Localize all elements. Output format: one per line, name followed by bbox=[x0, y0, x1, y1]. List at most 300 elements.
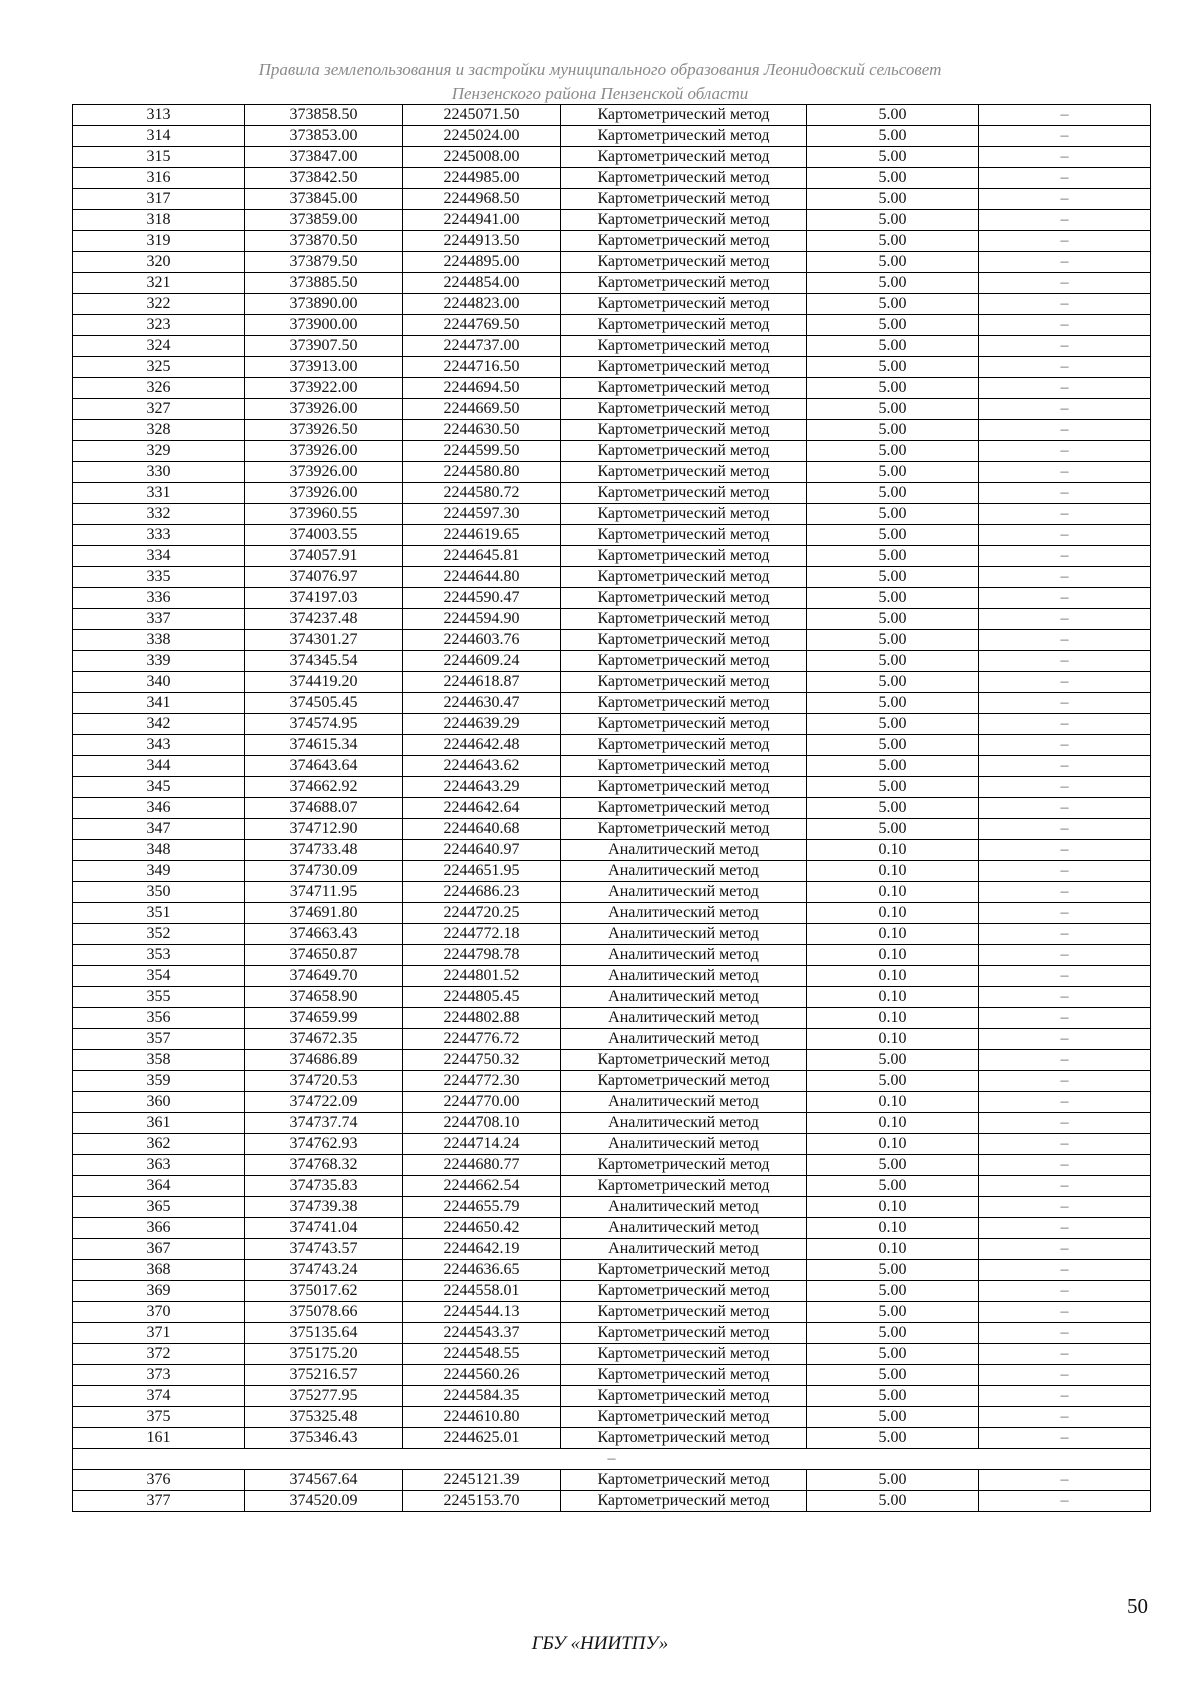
accuracy-cell: 5.00 bbox=[807, 819, 979, 840]
note-cell: – bbox=[979, 504, 1151, 525]
x-coordinate-cell: 374737.74 bbox=[245, 1113, 403, 1134]
note-cell: – bbox=[979, 714, 1151, 735]
table-row bbox=[73, 1029, 1151, 1050]
method-cell: Картометрический метод bbox=[561, 693, 807, 714]
x-coordinate-cell: 374520.09 bbox=[245, 1491, 403, 1512]
note-cell: – bbox=[979, 630, 1151, 651]
y-coordinate-cell: 2244610.80 bbox=[403, 1407, 561, 1428]
y-coordinate-cell: 2244548.55 bbox=[403, 1344, 561, 1365]
point-number-cell: 318 bbox=[73, 210, 245, 231]
table-row bbox=[73, 273, 1151, 294]
table-row bbox=[73, 1407, 1151, 1428]
y-coordinate-cell: 2245153.70 bbox=[403, 1491, 561, 1512]
point-number-cell: 353 bbox=[73, 945, 245, 966]
table-row bbox=[73, 777, 1151, 798]
y-coordinate-cell: 2244580.80 bbox=[403, 462, 561, 483]
accuracy-cell: 5.00 bbox=[807, 546, 979, 567]
note-cell: – bbox=[979, 294, 1151, 315]
table-row bbox=[73, 798, 1151, 819]
x-coordinate-cell: 374672.35 bbox=[245, 1029, 403, 1050]
method-cell: Картометрический метод bbox=[561, 1428, 807, 1449]
y-coordinate-cell: 2244680.77 bbox=[403, 1155, 561, 1176]
table-row bbox=[73, 1491, 1151, 1512]
table-row bbox=[73, 903, 1151, 924]
note-cell: – bbox=[979, 735, 1151, 756]
table-row bbox=[73, 231, 1151, 252]
note-cell: – bbox=[979, 189, 1151, 210]
point-number-cell: 341 bbox=[73, 693, 245, 714]
note-cell: – bbox=[979, 693, 1151, 714]
y-coordinate-cell: 2244769.50 bbox=[403, 315, 561, 336]
point-number-cell: 324 bbox=[73, 336, 245, 357]
method-cell: Картометрический метод bbox=[561, 483, 807, 504]
x-coordinate-cell: 375135.64 bbox=[245, 1323, 403, 1344]
table-row bbox=[73, 714, 1151, 735]
y-coordinate-cell: 2244642.19 bbox=[403, 1239, 561, 1260]
method-cell: Картометрический метод bbox=[561, 378, 807, 399]
method-cell: Картометрический метод bbox=[561, 168, 807, 189]
y-coordinate-cell: 2244686.23 bbox=[403, 882, 561, 903]
table-row bbox=[73, 252, 1151, 273]
method-cell: Картометрический метод bbox=[561, 105, 807, 126]
page-number: 50 bbox=[1127, 1594, 1148, 1618]
table-row bbox=[73, 924, 1151, 945]
point-number-cell: 367 bbox=[73, 1239, 245, 1260]
accuracy-cell: 5.00 bbox=[807, 231, 979, 252]
note-cell: – bbox=[979, 273, 1151, 294]
note-cell: – bbox=[979, 420, 1151, 441]
accuracy-cell: 5.00 bbox=[807, 441, 979, 462]
y-coordinate-cell: 2244590.47 bbox=[403, 588, 561, 609]
accuracy-cell: 5.00 bbox=[807, 294, 979, 315]
point-number-cell: 317 bbox=[73, 189, 245, 210]
method-cell: Аналитический метод bbox=[561, 924, 807, 945]
method-cell: Картометрический метод bbox=[561, 1176, 807, 1197]
note-cell: – bbox=[979, 1470, 1151, 1491]
x-coordinate-cell: 374741.04 bbox=[245, 1218, 403, 1239]
y-coordinate-cell: 2244770.00 bbox=[403, 1092, 561, 1113]
point-number-cell: 334 bbox=[73, 546, 245, 567]
table-row bbox=[73, 399, 1151, 420]
y-coordinate-cell: 2244720.25 bbox=[403, 903, 561, 924]
point-number-cell: 372 bbox=[73, 1344, 245, 1365]
note-cell: – bbox=[979, 882, 1151, 903]
x-coordinate-cell: 374650.87 bbox=[245, 945, 403, 966]
note-cell: – bbox=[979, 399, 1151, 420]
method-cell: Картометрический метод bbox=[561, 1281, 807, 1302]
method-cell: Картометрический метод bbox=[561, 357, 807, 378]
method-cell: Аналитический метод bbox=[561, 1092, 807, 1113]
x-coordinate-cell: 373845.00 bbox=[245, 189, 403, 210]
point-number-cell: 319 bbox=[73, 231, 245, 252]
note-cell: – bbox=[979, 1197, 1151, 1218]
method-cell: Картометрический метод bbox=[561, 399, 807, 420]
table-row bbox=[73, 336, 1151, 357]
y-coordinate-cell: 2244985.00 bbox=[403, 168, 561, 189]
note-cell: – bbox=[979, 315, 1151, 336]
table-row bbox=[73, 1323, 1151, 1344]
table-row bbox=[73, 1260, 1151, 1281]
accuracy-cell: 5.00 bbox=[807, 1302, 979, 1323]
separator-cell: – bbox=[73, 1449, 1151, 1470]
note-cell: – bbox=[979, 441, 1151, 462]
note-cell: – bbox=[979, 1281, 1151, 1302]
x-coordinate-cell: 373847.00 bbox=[245, 147, 403, 168]
note-cell: – bbox=[979, 756, 1151, 777]
point-number-cell: 316 bbox=[73, 168, 245, 189]
point-number-cell: 313 bbox=[73, 105, 245, 126]
x-coordinate-cell: 373859.00 bbox=[245, 210, 403, 231]
point-number-cell: 370 bbox=[73, 1302, 245, 1323]
page-footer: ГБУ «НИИТПУ» bbox=[531, 1633, 669, 1654]
table-row bbox=[73, 1344, 1151, 1365]
point-number-cell: 347 bbox=[73, 819, 245, 840]
accuracy-cell: 5.00 bbox=[807, 315, 979, 336]
point-number-cell: 374 bbox=[73, 1386, 245, 1407]
x-coordinate-cell: 374076.97 bbox=[245, 567, 403, 588]
y-coordinate-cell: 2244618.87 bbox=[403, 672, 561, 693]
point-number-cell: 339 bbox=[73, 651, 245, 672]
accuracy-cell: 5.00 bbox=[807, 252, 979, 273]
note-cell: – bbox=[979, 840, 1151, 861]
accuracy-cell: 0.10 bbox=[807, 945, 979, 966]
accuracy-cell: 5.00 bbox=[807, 1155, 979, 1176]
method-cell: Картометрический метод bbox=[561, 567, 807, 588]
running-header-line-2: Пензенского района Пензенской области bbox=[451, 84, 749, 103]
y-coordinate-cell: 2244644.80 bbox=[403, 567, 561, 588]
accuracy-cell: 5.00 bbox=[807, 588, 979, 609]
y-coordinate-cell: 2244662.54 bbox=[403, 1176, 561, 1197]
table-row bbox=[73, 105, 1151, 126]
note-cell: – bbox=[979, 609, 1151, 630]
method-cell: Аналитический метод bbox=[561, 840, 807, 861]
y-coordinate-cell: 2244737.00 bbox=[403, 336, 561, 357]
y-coordinate-cell: 2244560.26 bbox=[403, 1365, 561, 1386]
point-number-cell: 366 bbox=[73, 1218, 245, 1239]
method-cell: Картометрический метод bbox=[561, 1344, 807, 1365]
y-coordinate-cell: 2245121.39 bbox=[403, 1470, 561, 1491]
accuracy-cell: 0.10 bbox=[807, 924, 979, 945]
accuracy-cell: 5.00 bbox=[807, 1491, 979, 1512]
x-coordinate-cell: 375277.95 bbox=[245, 1386, 403, 1407]
x-coordinate-cell: 373890.00 bbox=[245, 294, 403, 315]
method-cell: Картометрический метод bbox=[561, 588, 807, 609]
note-cell: – bbox=[979, 1176, 1151, 1197]
accuracy-cell: 5.00 bbox=[807, 189, 979, 210]
accuracy-cell: 5.00 bbox=[807, 357, 979, 378]
accuracy-cell: 0.10 bbox=[807, 903, 979, 924]
point-number-cell: 314 bbox=[73, 126, 245, 147]
method-cell: Картометрический метод bbox=[561, 777, 807, 798]
method-cell: Аналитический метод bbox=[561, 987, 807, 1008]
note-cell: – bbox=[979, 987, 1151, 1008]
x-coordinate-cell: 374730.09 bbox=[245, 861, 403, 882]
method-cell: Картометрический метод bbox=[561, 189, 807, 210]
table-row bbox=[73, 861, 1151, 882]
accuracy-cell: 0.10 bbox=[807, 861, 979, 882]
point-number-cell: 377 bbox=[73, 1491, 245, 1512]
y-coordinate-cell: 2244823.00 bbox=[403, 294, 561, 315]
note-cell: – bbox=[979, 1008, 1151, 1029]
x-coordinate-cell: 374057.91 bbox=[245, 546, 403, 567]
method-cell: Аналитический метод bbox=[561, 1239, 807, 1260]
x-coordinate-cell: 373913.00 bbox=[245, 357, 403, 378]
x-coordinate-cell: 373922.00 bbox=[245, 378, 403, 399]
table-row bbox=[73, 1176, 1151, 1197]
note-cell: – bbox=[979, 147, 1151, 168]
accuracy-cell: 5.00 bbox=[807, 672, 979, 693]
y-coordinate-cell: 2244854.00 bbox=[403, 273, 561, 294]
accuracy-cell: 5.00 bbox=[807, 420, 979, 441]
x-coordinate-cell: 373907.50 bbox=[245, 336, 403, 357]
method-cell: Картометрический метод bbox=[561, 1071, 807, 1092]
accuracy-cell: 5.00 bbox=[807, 1050, 979, 1071]
accuracy-cell: 5.00 bbox=[807, 336, 979, 357]
point-number-cell: 350 bbox=[73, 882, 245, 903]
point-number-cell: 338 bbox=[73, 630, 245, 651]
point-number-cell: 356 bbox=[73, 1008, 245, 1029]
accuracy-cell: 5.00 bbox=[807, 609, 979, 630]
x-coordinate-cell: 374643.64 bbox=[245, 756, 403, 777]
note-cell: – bbox=[979, 945, 1151, 966]
y-coordinate-cell: 2244669.50 bbox=[403, 399, 561, 420]
x-coordinate-cell: 373960.55 bbox=[245, 504, 403, 525]
point-number-cell: 329 bbox=[73, 441, 245, 462]
accuracy-cell: 0.10 bbox=[807, 1239, 979, 1260]
table-row bbox=[73, 609, 1151, 630]
table-row bbox=[73, 483, 1151, 504]
accuracy-cell: 5.00 bbox=[807, 210, 979, 231]
note-cell: – bbox=[979, 1302, 1151, 1323]
note-cell: – bbox=[979, 1029, 1151, 1050]
accuracy-cell: 5.00 bbox=[807, 105, 979, 126]
table-row bbox=[73, 588, 1151, 609]
note-cell: – bbox=[979, 588, 1151, 609]
x-coordinate-cell: 374615.34 bbox=[245, 735, 403, 756]
note-cell: – bbox=[979, 1386, 1151, 1407]
x-coordinate-cell: 374688.07 bbox=[245, 798, 403, 819]
table-row bbox=[73, 1197, 1151, 1218]
method-cell: Картометрический метод bbox=[561, 315, 807, 336]
accuracy-cell: 5.00 bbox=[807, 462, 979, 483]
method-cell: Аналитический метод bbox=[561, 861, 807, 882]
method-cell: Картометрический метод bbox=[561, 651, 807, 672]
accuracy-cell: 0.10 bbox=[807, 1218, 979, 1239]
note-cell: – bbox=[979, 1134, 1151, 1155]
table-row bbox=[73, 1050, 1151, 1071]
y-coordinate-cell: 2245071.50 bbox=[403, 105, 561, 126]
method-cell: Аналитический метод bbox=[561, 882, 807, 903]
point-number-cell: 348 bbox=[73, 840, 245, 861]
x-coordinate-cell: 373926.00 bbox=[245, 462, 403, 483]
note-cell: – bbox=[979, 651, 1151, 672]
method-cell: Картометрический метод bbox=[561, 546, 807, 567]
x-coordinate-cell: 374301.27 bbox=[245, 630, 403, 651]
note-cell: – bbox=[979, 483, 1151, 504]
accuracy-cell: 5.00 bbox=[807, 651, 979, 672]
point-number-cell: 355 bbox=[73, 987, 245, 1008]
x-coordinate-cell: 374686.89 bbox=[245, 1050, 403, 1071]
accuracy-cell: 5.00 bbox=[807, 1344, 979, 1365]
table-row bbox=[73, 462, 1151, 483]
table-row bbox=[73, 1386, 1151, 1407]
method-cell: Аналитический метод bbox=[561, 1029, 807, 1050]
point-number-cell: 326 bbox=[73, 378, 245, 399]
point-number-cell: 323 bbox=[73, 315, 245, 336]
table-row bbox=[73, 1092, 1151, 1113]
note-cell: – bbox=[979, 1155, 1151, 1176]
y-coordinate-cell: 2244630.50 bbox=[403, 420, 561, 441]
y-coordinate-cell: 2244639.29 bbox=[403, 714, 561, 735]
y-coordinate-cell: 2244645.81 bbox=[403, 546, 561, 567]
point-number-cell: 363 bbox=[73, 1155, 245, 1176]
method-cell: Картометрический метод bbox=[561, 462, 807, 483]
y-coordinate-cell: 2244941.00 bbox=[403, 210, 561, 231]
method-cell: Картометрический метод bbox=[561, 798, 807, 819]
point-number-cell: 330 bbox=[73, 462, 245, 483]
method-cell: Картометрический метод bbox=[561, 1365, 807, 1386]
y-coordinate-cell: 2244798.78 bbox=[403, 945, 561, 966]
accuracy-cell: 5.00 bbox=[807, 1260, 979, 1281]
x-coordinate-cell: 374720.53 bbox=[245, 1071, 403, 1092]
point-number-cell: 161 bbox=[73, 1428, 245, 1449]
table-row bbox=[73, 882, 1151, 903]
method-cell: Аналитический метод bbox=[561, 903, 807, 924]
point-number-cell: 344 bbox=[73, 756, 245, 777]
x-coordinate-cell: 374505.45 bbox=[245, 693, 403, 714]
x-coordinate-cell: 373858.50 bbox=[245, 105, 403, 126]
table-row bbox=[73, 840, 1151, 861]
accuracy-cell: 5.00 bbox=[807, 693, 979, 714]
table-row bbox=[73, 735, 1151, 756]
table-row bbox=[73, 819, 1151, 840]
x-coordinate-cell: 374663.43 bbox=[245, 924, 403, 945]
point-number-cell: 359 bbox=[73, 1071, 245, 1092]
note-cell: – bbox=[979, 336, 1151, 357]
method-cell: Картометрический метод bbox=[561, 819, 807, 840]
note-cell: – bbox=[979, 525, 1151, 546]
point-number-cell: 343 bbox=[73, 735, 245, 756]
point-number-cell: 357 bbox=[73, 1029, 245, 1050]
method-cell: Картометрический метод bbox=[561, 1260, 807, 1281]
y-coordinate-cell: 2244708.10 bbox=[403, 1113, 561, 1134]
y-coordinate-cell: 2244650.42 bbox=[403, 1218, 561, 1239]
accuracy-cell: 5.00 bbox=[807, 1071, 979, 1092]
accuracy-cell: 5.00 bbox=[807, 777, 979, 798]
y-coordinate-cell: 2244776.72 bbox=[403, 1029, 561, 1050]
method-cell: Картометрический метод bbox=[561, 126, 807, 147]
x-coordinate-cell: 374739.38 bbox=[245, 1197, 403, 1218]
table-row bbox=[73, 147, 1151, 168]
y-coordinate-cell: 2244714.24 bbox=[403, 1134, 561, 1155]
note-cell: – bbox=[979, 672, 1151, 693]
x-coordinate-cell: 374711.95 bbox=[245, 882, 403, 903]
accuracy-cell: 5.00 bbox=[807, 483, 979, 504]
x-coordinate-cell: 374345.54 bbox=[245, 651, 403, 672]
y-coordinate-cell: 2244636.65 bbox=[403, 1260, 561, 1281]
table-row bbox=[73, 168, 1151, 189]
coordinates-table bbox=[72, 104, 1151, 1512]
point-number-cell: 349 bbox=[73, 861, 245, 882]
note-cell: – bbox=[979, 966, 1151, 987]
note-cell: – bbox=[979, 1260, 1151, 1281]
accuracy-cell: 5.00 bbox=[807, 1176, 979, 1197]
point-number-cell: 368 bbox=[73, 1260, 245, 1281]
y-coordinate-cell: 2244609.24 bbox=[403, 651, 561, 672]
accuracy-cell: 5.00 bbox=[807, 1323, 979, 1344]
point-number-cell: 327 bbox=[73, 399, 245, 420]
y-coordinate-cell: 2244630.47 bbox=[403, 693, 561, 714]
accuracy-cell: 5.00 bbox=[807, 714, 979, 735]
note-cell: – bbox=[979, 1092, 1151, 1113]
x-coordinate-cell: 374197.03 bbox=[245, 588, 403, 609]
table-row bbox=[73, 1302, 1151, 1323]
accuracy-cell: 0.10 bbox=[807, 1113, 979, 1134]
accuracy-cell: 0.10 bbox=[807, 987, 979, 1008]
x-coordinate-cell: 373842.50 bbox=[245, 168, 403, 189]
y-coordinate-cell: 2244640.97 bbox=[403, 840, 561, 861]
x-coordinate-cell: 374733.48 bbox=[245, 840, 403, 861]
method-cell: Картометрический метод bbox=[561, 756, 807, 777]
x-coordinate-cell: 375175.20 bbox=[245, 1344, 403, 1365]
note-cell: – bbox=[979, 1071, 1151, 1092]
method-cell: Картометрический метод bbox=[561, 252, 807, 273]
x-coordinate-cell: 373885.50 bbox=[245, 273, 403, 294]
x-coordinate-cell: 374722.09 bbox=[245, 1092, 403, 1113]
y-coordinate-cell: 2244544.13 bbox=[403, 1302, 561, 1323]
point-number-cell: 351 bbox=[73, 903, 245, 924]
y-coordinate-cell: 2244772.30 bbox=[403, 1071, 561, 1092]
note-cell: – bbox=[979, 861, 1151, 882]
method-cell: Аналитический метод bbox=[561, 1113, 807, 1134]
accuracy-cell: 5.00 bbox=[807, 525, 979, 546]
point-number-cell: 346 bbox=[73, 798, 245, 819]
y-coordinate-cell: 2244805.45 bbox=[403, 987, 561, 1008]
accuracy-cell: 0.10 bbox=[807, 840, 979, 861]
note-cell: – bbox=[979, 1239, 1151, 1260]
method-cell: Картометрический метод bbox=[561, 147, 807, 168]
point-number-cell: 371 bbox=[73, 1323, 245, 1344]
y-coordinate-cell: 2244643.62 bbox=[403, 756, 561, 777]
y-coordinate-cell: 2245024.00 bbox=[403, 126, 561, 147]
method-cell: Картометрический метод bbox=[561, 1491, 807, 1512]
point-number-cell: 361 bbox=[73, 1113, 245, 1134]
table-row bbox=[73, 693, 1151, 714]
point-number-cell: 333 bbox=[73, 525, 245, 546]
table-row bbox=[73, 966, 1151, 987]
y-coordinate-cell: 2244895.00 bbox=[403, 252, 561, 273]
point-number-cell: 360 bbox=[73, 1092, 245, 1113]
x-coordinate-cell: 374237.48 bbox=[245, 609, 403, 630]
accuracy-cell: 5.00 bbox=[807, 630, 979, 651]
x-coordinate-cell: 374735.83 bbox=[245, 1176, 403, 1197]
y-coordinate-cell: 2244642.48 bbox=[403, 735, 561, 756]
method-cell: Картометрический метод bbox=[561, 294, 807, 315]
point-number-cell: 325 bbox=[73, 357, 245, 378]
point-number-cell: 332 bbox=[73, 504, 245, 525]
point-number-cell: 337 bbox=[73, 609, 245, 630]
table-row bbox=[73, 1218, 1151, 1239]
accuracy-cell: 5.00 bbox=[807, 1386, 979, 1407]
note-cell: – bbox=[979, 252, 1151, 273]
y-coordinate-cell: 2244640.68 bbox=[403, 819, 561, 840]
accuracy-cell: 0.10 bbox=[807, 1092, 979, 1113]
method-cell: Аналитический метод bbox=[561, 1008, 807, 1029]
table-row bbox=[73, 651, 1151, 672]
method-cell: Картометрический метод bbox=[561, 231, 807, 252]
x-coordinate-cell: 375216.57 bbox=[245, 1365, 403, 1386]
point-number-cell: 321 bbox=[73, 273, 245, 294]
